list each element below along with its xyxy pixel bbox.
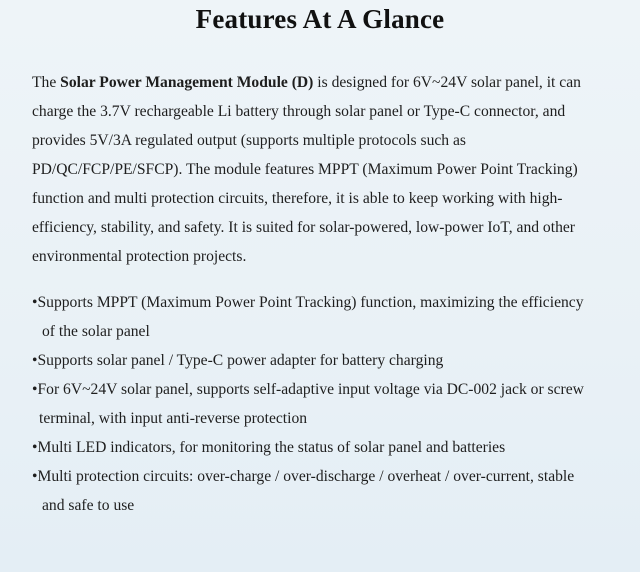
bullet-icon: • [32,294,38,311]
feature-item-mppt [32,288,624,346]
bullet-icon: • [32,352,38,369]
feature-text: Multi protection circuits: over-charge / over-discharge / overheat / over-current, stable [37,468,575,485]
bullet-icon: • [32,468,38,485]
feature-text: Supports solar panel / Type-C power adapter for battery charging [37,352,444,369]
bullet-icon: • [32,439,38,456]
feature-text-continued: and safe to use [42,497,135,514]
feature-list [32,288,624,520]
feature-text-continued: terminal, with input anti-reverse protection [39,410,308,427]
product-name: Solar Power Management Module (D) [60,74,314,91]
feature-text: For 6V~24V solar panel, supports self-adaptive input voltage via DC-002 jack or screw [37,381,584,398]
feature-item-input-voltage [32,375,624,433]
feature-text: Multi LED indicators, for monitoring the status of solar panel and batteries [37,439,506,456]
feature-item-led-indicators [32,433,624,462]
intro-paragraph [32,68,616,271]
page-title: Features At A Glance [195,4,445,34]
feature-item-charging [32,346,624,375]
intro-lead: The [32,74,61,91]
feature-item-protection [32,462,624,520]
feature-text-continued: of the solar panel [42,323,150,340]
feature-text: Supports MPPT (Maximum Power Point Tracking) function, maximizing the efficiency [37,294,584,311]
intro-body: is designed for 6V~24V solar panel, it can charge the 3.7V rechargeable Li battery through solar panel or Type-C connector, and provides 5V/3A regulated output (supports multiple protocols such as PD/QC/FCP/PE/SFCP). The module features MPPT (Maximum Power Point Tracking) function and multi protection circuits, therefore, it is able to keep working with high-efficiency, stability, and safety. It is suited for solar-powered, low-power IoT, and other environmental protection projects. [32,74,581,265]
bullet-icon: • [32,381,38,398]
